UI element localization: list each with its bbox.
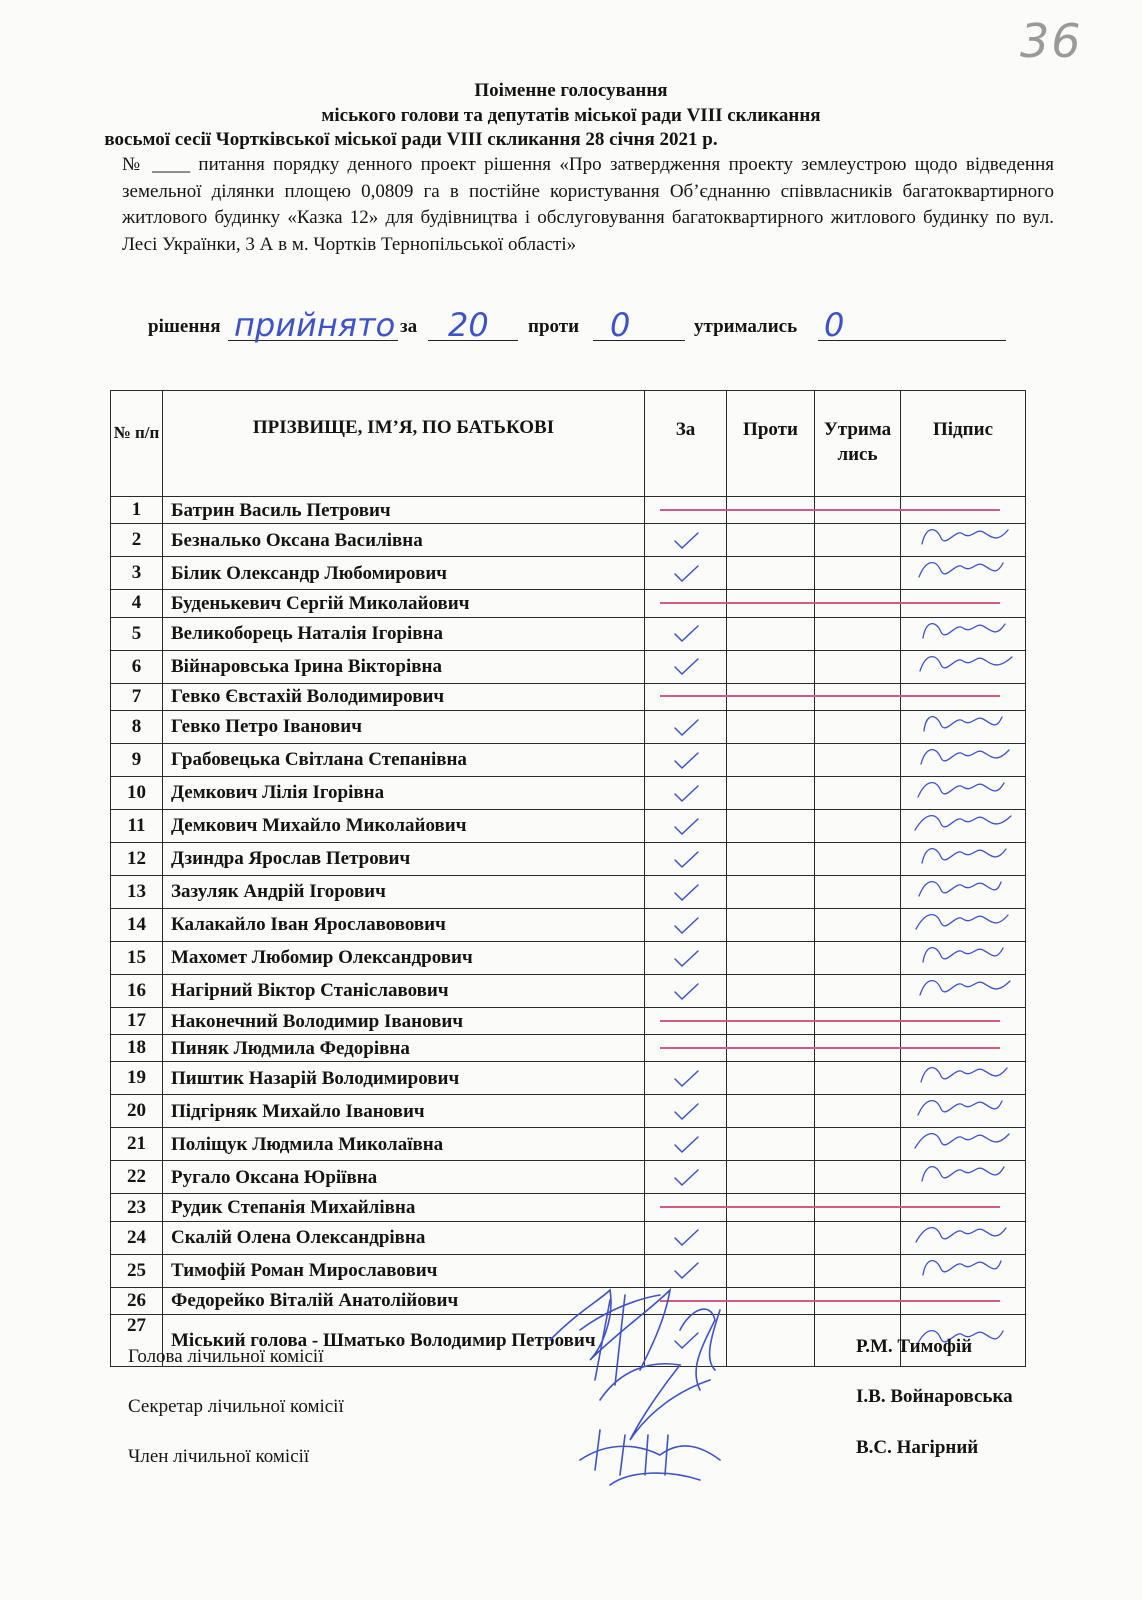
signature-scribble — [901, 557, 1021, 583]
footer-name-chair: Р.М. Тимофій — [856, 1336, 973, 1357]
table-row — [111, 1221, 1026, 1254]
checkmark-icon — [672, 883, 700, 903]
checkmark-icon — [672, 850, 700, 870]
table-row — [111, 1095, 1026, 1128]
commission-signatures — [540, 1270, 790, 1500]
row-number: 12 — [111, 842, 163, 875]
row-name: Підгірняк Михайло Іванович — [163, 1095, 645, 1128]
vote-against-cell — [727, 842, 815, 875]
row-name: Наконечний Володимир Іванович — [163, 1007, 645, 1034]
signature-scribble — [901, 744, 1021, 770]
header-against: Проти — [727, 391, 815, 497]
row-number: 25 — [111, 1254, 163, 1287]
row-number: 4 — [111, 590, 163, 617]
vote-against-cell — [727, 1128, 815, 1161]
vote-for-cell — [645, 974, 727, 1007]
row-number: 22 — [111, 1161, 163, 1194]
absent-strike-line — [660, 1047, 1000, 1049]
checkmark-icon — [672, 1102, 700, 1122]
table-row — [111, 557, 1026, 590]
vote-abstained-cell — [815, 617, 901, 650]
vote-for-cell — [645, 710, 727, 743]
vote-for-cell — [645, 557, 727, 590]
signature-cell — [901, 1095, 1026, 1128]
footer-name-member: В.С. Нагірний — [856, 1437, 979, 1458]
agenda-question: № ____ питання порядку денного проект рішення «Про затвердження проекту землеустрою щодо відведення земельної ділянки площею 0,0809 га в постійне користування Об’єднанню співвласників багатоквартирного житлового будинку «Казка 12» для будівництва і обслуговування багатоквартирного житлового будинку по вул. Лесі Українки, 3 А в м. Чортків Тернопільської області» — [122, 154, 1054, 255]
decision-summary — [148, 306, 1048, 344]
row-name: Скалій Олена Олександрівна — [163, 1221, 645, 1254]
absent-strike-line — [660, 1020, 1000, 1022]
vote-against-cell — [727, 650, 815, 683]
table-row — [111, 908, 1026, 941]
signature-scribble — [901, 524, 1021, 550]
table-row — [111, 776, 1026, 809]
signature-cell — [901, 1161, 1026, 1194]
vote-against-cell — [727, 974, 815, 1007]
vote-against-cell — [727, 617, 815, 650]
signature-cell — [901, 875, 1026, 908]
signature-scribble — [901, 1095, 1021, 1121]
signature-cell — [901, 1221, 1026, 1254]
vote-abstained-cell — [815, 650, 901, 683]
document-title-line3: восьмої сесії Чортківської міської ради VIII скликання 28 січня 2021 р. — [104, 129, 718, 150]
vote-abstained-cell — [815, 776, 901, 809]
vote-for-cell — [645, 524, 727, 557]
row-number: 19 — [111, 1062, 163, 1095]
row-name: Пиштик Назарій Володимирович — [163, 1062, 645, 1095]
signature-cell — [901, 710, 1026, 743]
row-number: 3 — [111, 557, 163, 590]
vote-for-cell — [645, 650, 727, 683]
row-number: 11 — [111, 809, 163, 842]
row-name: Великоборець Наталія Ігорівна — [163, 617, 645, 650]
row-number: 27 — [111, 1315, 163, 1367]
table-row — [111, 524, 1026, 557]
for-label: за — [400, 316, 418, 337]
signature-cell — [901, 842, 1026, 875]
vote-abstained-cell — [815, 710, 901, 743]
row-name: Війнаровська Ірина Вікторівна — [163, 650, 645, 683]
checkmark-icon — [672, 982, 700, 1002]
table-row — [111, 1128, 1026, 1161]
vote-for-cell — [645, 941, 727, 974]
signature-cell — [901, 650, 1026, 683]
checkmark-icon — [672, 1135, 700, 1155]
vote-for-cell — [645, 1161, 727, 1194]
row-name: Безналько Оксана Василівна — [163, 524, 645, 557]
checkmark-icon — [672, 1228, 700, 1248]
vote-against-cell — [727, 557, 815, 590]
row-name: Міський голова - Шматько Володимир Петрович — [163, 1315, 645, 1367]
row-number: 17 — [111, 1007, 163, 1034]
row-number: 21 — [111, 1128, 163, 1161]
absent-strike-line — [660, 602, 1000, 604]
vote-for-cell — [645, 617, 727, 650]
signature-cell — [901, 524, 1026, 557]
vote-against-cell — [727, 908, 815, 941]
for-handwritten: 20 — [448, 306, 489, 344]
row-name: Білик Олександр Любомирович — [163, 557, 645, 590]
vote-abstained-cell — [815, 974, 901, 1007]
vote-abstained-cell — [815, 557, 901, 590]
row-name: Буденькевич Сергій Миколайович — [163, 590, 645, 617]
vote-for-cell — [645, 908, 727, 941]
table-row — [111, 617, 1026, 650]
table-row — [111, 941, 1026, 974]
row-number: 13 — [111, 875, 163, 908]
table-row — [111, 743, 1026, 776]
vote-against-cell — [727, 809, 815, 842]
table-row — [111, 1062, 1026, 1095]
row-number: 24 — [111, 1221, 163, 1254]
vote-for-cell — [645, 875, 727, 908]
row-name: Грабовецька Світлана Степанівна — [163, 743, 645, 776]
footer-role-chair: Голова лічильної комісії — [128, 1346, 324, 1367]
signature-cell — [901, 941, 1026, 974]
signature-cell — [901, 776, 1026, 809]
table-row — [111, 1161, 1026, 1194]
checkmark-icon — [672, 949, 700, 969]
vote-abstained-cell — [815, 1062, 901, 1095]
row-name: Поліщук Людмила Миколаївна — [163, 1128, 645, 1161]
row-number: 23 — [111, 1194, 163, 1221]
document-title-line2: міського голови та депутатів міської ради VIII скликання — [321, 105, 821, 126]
row-number: 8 — [111, 710, 163, 743]
absent-strike-line — [660, 695, 1000, 697]
row-name: Калакайло Іван Ярославовович — [163, 908, 645, 941]
vote-for-cell — [645, 1221, 727, 1254]
signature-scribble — [901, 843, 1021, 869]
vote-for-cell — [645, 1095, 727, 1128]
row-name: Гевко Петро Іванович — [163, 710, 645, 743]
vote-for-cell — [645, 1062, 727, 1095]
vote-for-cell — [645, 743, 727, 776]
signature-cell — [901, 743, 1026, 776]
checkmark-icon — [672, 564, 700, 584]
vote-abstained-cell — [815, 809, 901, 842]
signature-cell — [901, 809, 1026, 842]
vote-for-cell — [645, 776, 727, 809]
vote-for-cell — [645, 842, 727, 875]
signature-cell — [901, 1062, 1026, 1095]
table-row — [111, 710, 1026, 743]
signature-scribble — [901, 1222, 1021, 1248]
row-number: 20 — [111, 1095, 163, 1128]
row-number: 15 — [111, 941, 163, 974]
signature-scribble — [901, 975, 1021, 1001]
row-number: 5 — [111, 617, 163, 650]
checkmark-icon — [672, 916, 700, 936]
row-name: Махомет Любомир Олександрович — [163, 941, 645, 974]
row-name: Демкович Лілія Ігорівна — [163, 776, 645, 809]
absent-strike-line — [660, 1206, 1000, 1208]
vote-against-cell — [727, 1062, 815, 1095]
row-number: 10 — [111, 776, 163, 809]
signature-scribble — [901, 909, 1021, 935]
header-abstained: Утримались — [815, 391, 901, 497]
vote-against-cell — [727, 1221, 815, 1254]
row-number: 16 — [111, 974, 163, 1007]
abstained-label: утримались — [694, 316, 798, 337]
vote-table — [110, 390, 1026, 1367]
vote-against-cell — [727, 776, 815, 809]
table-row — [111, 875, 1026, 908]
page-number: 36 — [1020, 14, 1083, 68]
signature-cell — [901, 974, 1026, 1007]
header-signature: Підпис — [901, 391, 1026, 497]
signature-scribble — [901, 711, 1021, 737]
footer-role-member: Член лічильної комісії — [128, 1446, 310, 1467]
checkmark-icon — [672, 751, 700, 771]
checkmark-icon — [672, 657, 700, 677]
row-number: 18 — [111, 1035, 163, 1062]
against-label: проти — [528, 316, 580, 337]
row-number: 9 — [111, 743, 163, 776]
vote-abstained-cell — [815, 1254, 901, 1287]
signature-scribble — [901, 1062, 1021, 1088]
signature-scribble — [901, 1255, 1021, 1281]
signature-cell — [901, 1128, 1026, 1161]
table-row — [111, 650, 1026, 683]
vote-abstained-cell — [815, 1161, 901, 1194]
row-name: Нагірний Віктор Станіславович — [163, 974, 645, 1007]
decision-label: рішення — [148, 316, 221, 337]
vote-against-cell — [727, 710, 815, 743]
document-title-line1: Поіменне голосування — [474, 80, 668, 101]
against-handwritten: 0 — [610, 306, 631, 344]
row-name: Рудик Степанія Михайлівна — [163, 1194, 645, 1221]
checkmark-icon — [672, 1069, 700, 1089]
row-number: 6 — [111, 650, 163, 683]
row-name: Тимофій Роман Мирославович — [163, 1254, 645, 1287]
vote-against-cell — [727, 875, 815, 908]
vote-abstained-cell — [815, 875, 901, 908]
row-number: 7 — [111, 683, 163, 710]
vote-against-cell — [727, 941, 815, 974]
signature-scribble — [901, 810, 1021, 836]
row-number: 26 — [111, 1287, 163, 1314]
row-name: Демкович Михайло Миколайович — [163, 809, 645, 842]
row-name: Ругало Оксана Юріївна — [163, 1161, 645, 1194]
signature-cell — [901, 908, 1026, 941]
vote-against-cell — [727, 1095, 815, 1128]
header-for: За — [645, 391, 727, 497]
checkmark-icon — [672, 624, 700, 644]
signature-cell — [901, 1254, 1026, 1287]
vote-abstained-cell — [815, 1221, 901, 1254]
signature-scribble — [901, 651, 1021, 677]
row-number: 1 — [111, 497, 163, 524]
vote-against-cell — [727, 524, 815, 557]
table-row — [111, 809, 1026, 842]
header-number: № п/п — [111, 391, 163, 497]
footer-role-secretary: Секретар лічильної комісії — [128, 1396, 344, 1417]
abstained-underline — [818, 340, 1006, 341]
vote-abstained-cell — [815, 1095, 901, 1128]
checkmark-icon — [672, 784, 700, 804]
row-name: Дзиндра Ярослав Петрович — [163, 842, 645, 875]
vote-abstained-cell — [815, 941, 901, 974]
vote-against-cell — [727, 1161, 815, 1194]
absent-strike-line — [660, 509, 1000, 511]
signature-scribble — [901, 618, 1021, 644]
row-name: Федорейко Віталій Анатолійович — [163, 1287, 645, 1314]
signature-scribble — [901, 1161, 1021, 1187]
footer-name-secretary: І.В. Войнаровська — [856, 1386, 1013, 1407]
vote-for-cell — [645, 809, 727, 842]
signature-scribble — [901, 942, 1021, 968]
vote-abstained-cell — [815, 743, 901, 776]
row-name: Гевко Євстахій Володимирович — [163, 683, 645, 710]
table-row — [111, 974, 1026, 1007]
vote-against-cell — [727, 743, 815, 776]
header-name: ПРІЗВИЩЕ, ІМ’Я, ПО БАТЬКОВІ — [163, 391, 645, 497]
vote-abstained-cell — [815, 1128, 901, 1161]
vote-abstained-cell — [815, 908, 901, 941]
row-name: Зазуляк Андрій Ігорович — [163, 875, 645, 908]
checkmark-icon — [672, 718, 700, 738]
abstained-handwritten: 0 — [824, 306, 845, 344]
signature-cell — [901, 617, 1026, 650]
row-name: Пиняк Людмила Федорівна — [163, 1035, 645, 1062]
decision-handwritten: прийнято — [234, 306, 396, 344]
vote-abstained-cell — [815, 524, 901, 557]
row-number: 2 — [111, 524, 163, 557]
signature-scribble — [901, 777, 1021, 803]
checkmark-icon — [672, 817, 700, 837]
checkmark-icon — [672, 1168, 700, 1188]
row-number: 14 — [111, 908, 163, 941]
signature-scribble — [901, 1128, 1021, 1154]
table-row — [111, 842, 1026, 875]
checkmark-icon — [672, 531, 700, 551]
signature-scribble — [901, 876, 1021, 902]
against-underline — [593, 340, 685, 341]
vote-abstained-cell — [815, 842, 901, 875]
row-name: Батрин Василь Петрович — [163, 497, 645, 524]
signature-cell — [901, 557, 1026, 590]
vote-for-cell — [645, 1128, 727, 1161]
